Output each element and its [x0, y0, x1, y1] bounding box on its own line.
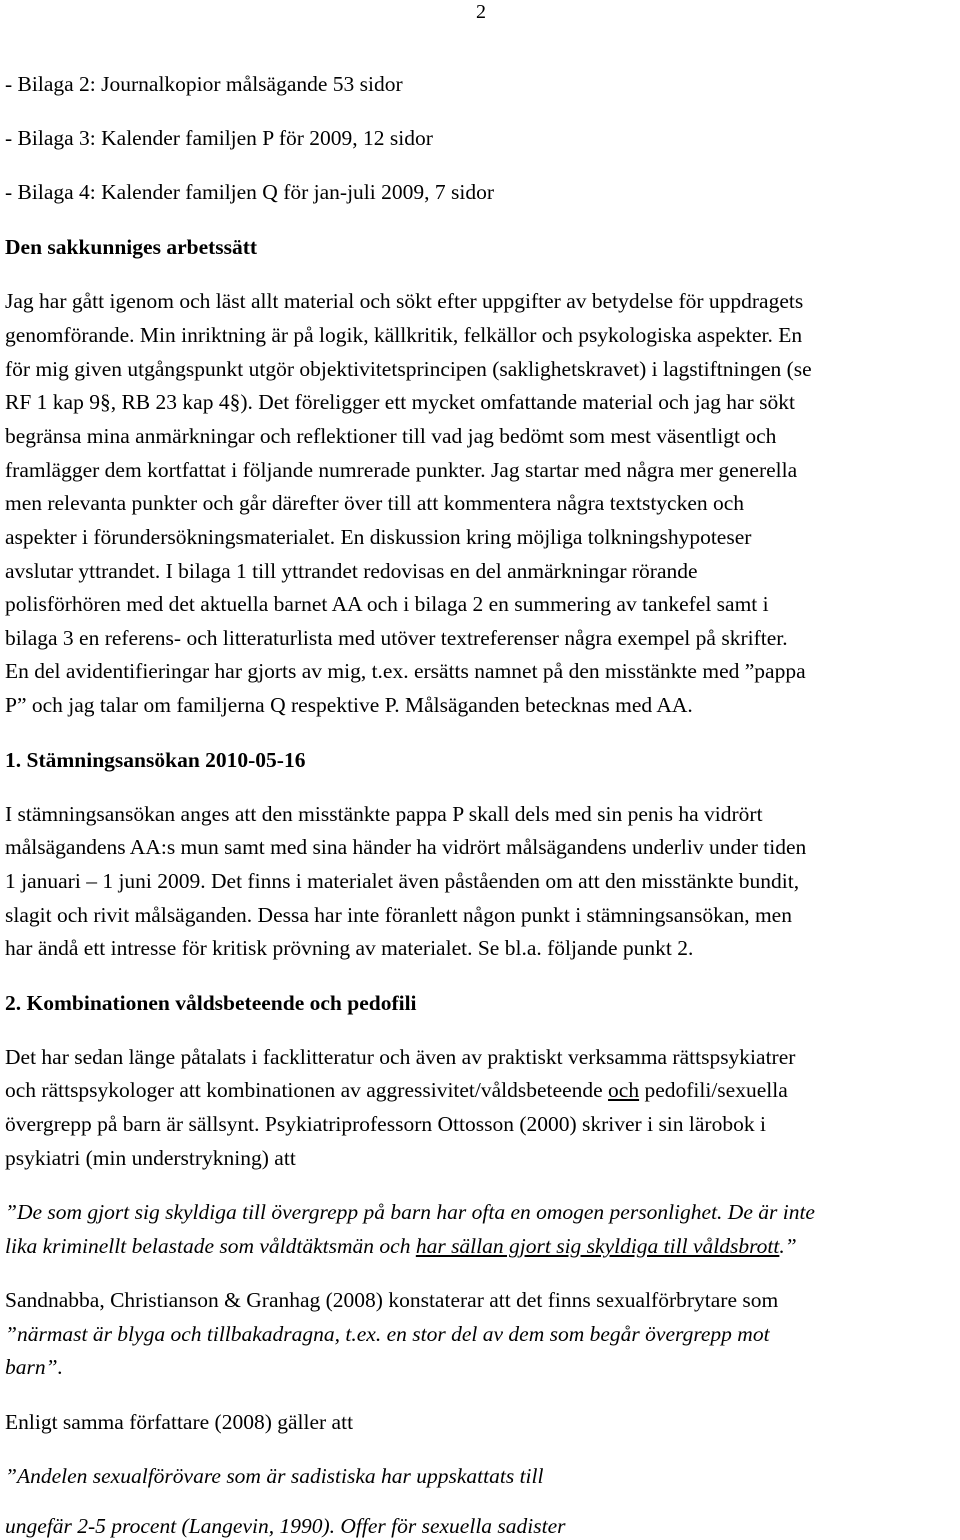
underlined-text: har sällan gjort sig skyldiga till våldsbrott: [415, 1234, 780, 1258]
line-text: och rättspsykologer att kombinationen av aggressivitet/våldsbeteende: [5, 1078, 609, 1102]
paragraph-line: övergrepp på barn är sällsynt. Psykiatriprofessorn Ottosson (2000) skriver i sin lärobok i: [5, 1112, 766, 1136]
paragraph-line: polisförhören med det aktuella barnet AA och i bilaga 2 en summering av tankefel samt i: [5, 592, 769, 616]
paragraph-line: framlägger dem kortfattat i följande numrerade punkter. Jag startar med några mer generella: [5, 458, 798, 482]
paragraph-line: aspekter i förundersökningsmaterialet. En diskussion kring möjliga tolkningshypoteser: [5, 525, 752, 549]
paragraph-line: bilaga 3 en referens- och litteraturlista med utöver textreferenser några exempel på skrifter.: [5, 626, 788, 650]
paragraph-line: I stämningsansökan anges att den misstänkte pappa P skall dels med sin penis ha vidrört: [5, 802, 763, 826]
paragraph-line: Sandnabba, Christianson & Granhag (2008) konstaterar att det finns sexualförbrytare som: [5, 1288, 779, 1312]
quote-line: ungefär 2-5 procent (Langevin, 1990). Offer för sexuella sadister: [5, 1514, 566, 1538]
paragraph-line: för mig given utgångspunkt utgör objektivitetsprincipen (saklighetskravet) i lagstiftningen (se: [5, 357, 812, 381]
appendix-line: - Bilaga 2: Journalkopior målsägande 53 sidor: [5, 72, 403, 96]
quote-line: ”De som gjort sig skyldiga till övergrepp på barn har ofta en omogen personlighet. De är inte: [5, 1200, 815, 1224]
paragraph-line: Enligt samma författare (2008) gäller att: [5, 1410, 354, 1434]
paragraph-line: psykiatri (min understrykning) att: [5, 1146, 296, 1170]
appendix-line: - Bilaga 4: Kalender familjen Q för jan-juli 2009, 7 sidor: [5, 180, 494, 204]
paragraph-line: Jag har gått igenom och läst allt material och sökt efter uppgifter av betydelse för uppdragets: [5, 289, 804, 313]
quote-line: ”Andelen sexualförövare som är sadistiska har uppskattats till: [5, 1464, 544, 1488]
underlined-text: och: [608, 1078, 640, 1102]
section-heading: 2. Kombinationen våldsbeteende och pedofili: [5, 991, 417, 1015]
paragraph-line: P” och jag talar om familjerna Q respektive P. Målsäganden betecknas med AA.: [5, 693, 693, 717]
quote-line: barn”.: [5, 1355, 63, 1379]
quote-line: [5, 1232, 797, 1260]
paragraph-line: [5, 1076, 788, 1104]
paragraph-line: 1 januari – 1 juni 2009. Det finns i materialet även påståenden om att den misstänkte bundit,: [5, 869, 800, 893]
paragraph-line: avslutar yttrandet. I bilaga 1 till yttrandet redovisas en del anmärkningar rörande: [5, 559, 698, 583]
paragraph-line: målsägandens AA:s mun samt med sina händer ha vidrört målsägandens underliv under tiden: [5, 835, 807, 859]
line-text: pedofili/sexuella: [639, 1078, 788, 1102]
section-heading: Den sakkunniges arbetssätt: [5, 235, 258, 259]
section-heading: 1. Stämningsansökan 2010-05-16: [5, 748, 306, 772]
line-text: .”: [779, 1234, 797, 1258]
quote-line: ”närmast är blyga och tillbakadragna, t.ex. en stor del av dem som begår övergrepp mot: [5, 1322, 770, 1346]
paragraph-line: RF 1 kap 9§, RB 23 kap 4§). Det föreligger ett mycket omfattande material och jag har sökt: [5, 390, 795, 414]
paragraph-line: men relevanta punkter och går därefter över till att kommentera några textstycken och: [5, 491, 745, 515]
paragraph-line: slagit och rivit målsäganden. Dessa har inte föranlett någon punkt i stämningsansökan, men: [5, 903, 792, 927]
line-text: lika kriminellt belastade som våldtäktsmän och: [5, 1234, 416, 1258]
appendix-line: - Bilaga 3: Kalender familjen P för 2009, 12 sidor: [5, 126, 433, 150]
paragraph-line: Det har sedan länge påtalats i facklitteratur och även av praktiskt verksamma rättspsykiatrer: [5, 1045, 796, 1069]
paragraph-line: har ändå ett intresse för kritisk prövning av materialet. Se bl.a. följande punkt 2.: [5, 936, 694, 960]
paragraph-line: En del avidentifieringar har gjorts av mig, t.ex. ersätts namnet på den misstänkte med ”pappa: [5, 659, 806, 683]
paragraph-line: begränsa mina anmärkningar och reflektioner till vad jag bedömt som mest väsentligt och: [5, 424, 777, 448]
page-number: 2: [476, 1, 486, 23]
paragraph-line: genomförande. Min inriktning är på logik, källkritik, felkällor och psykologiska aspekter. En: [5, 323, 803, 347]
